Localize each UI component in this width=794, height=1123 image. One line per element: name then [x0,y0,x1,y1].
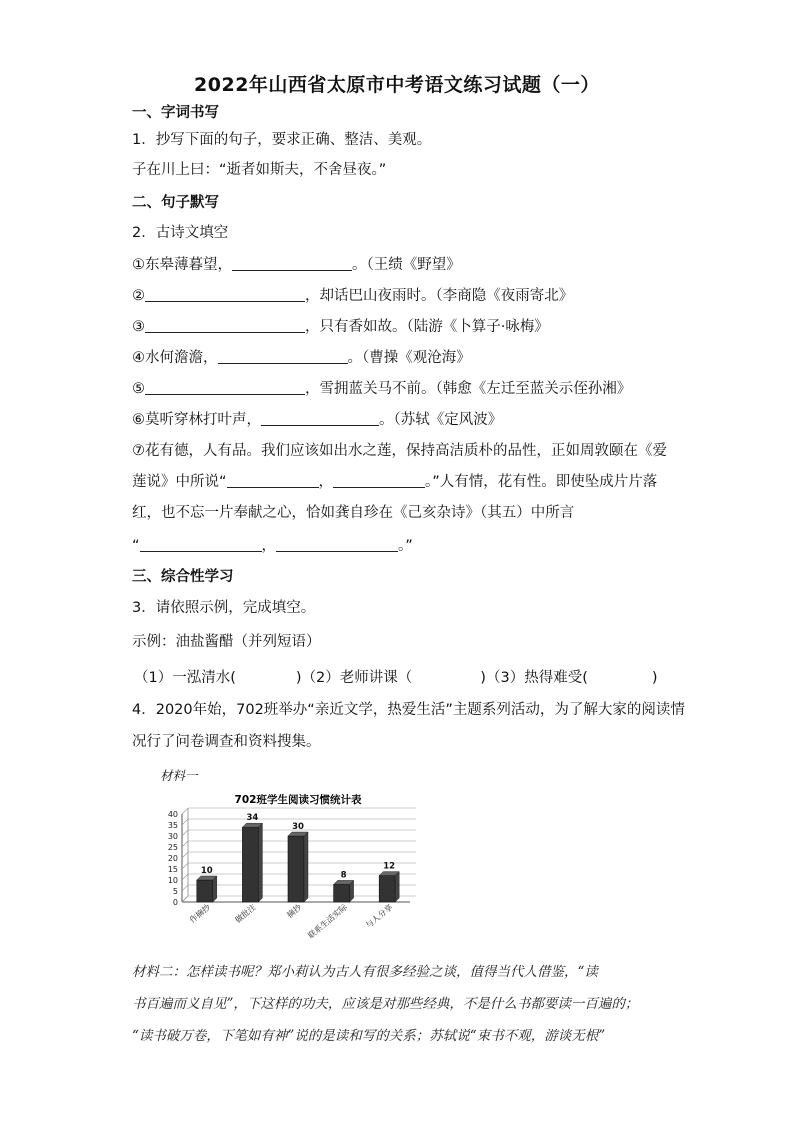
poem-item-2 [132,286,573,306]
section-3-heading: 三、综合性学习 [132,569,234,585]
gridline-side [182,830,188,836]
poem-item-7-l2-pre: 莲说》中所说“ [132,474,227,490]
chart-y-ticks [168,810,178,907]
gridline-side [182,808,188,814]
y-tick-label: 10 [167,876,178,885]
chart-x-labels [187,901,394,940]
poem-item-7-line-1: ⑦花有德，人有品。我们应该如出水之莲，保持高洁质朴的品性，正如周敦颐在《爱 [132,443,667,459]
example-line: 示例：油盐酱醋（并列短语） [132,634,321,650]
phrase-3: （3）热得难受( [485,670,588,686]
phrase-2: （2）老师讲课（ [301,670,413,686]
gridline-side [182,852,188,858]
poem-item-1-post: 。（王绩《野望》 [352,257,461,273]
bar [288,836,304,902]
poem-item-2-pre: ② [132,288,145,304]
poem-item-7-line-2 [132,472,657,492]
y-tick-label: 25 [167,843,178,852]
page-title: 2022年山西省太原市中考语文练习试题（一） [194,74,600,96]
gridline-side [182,841,188,847]
chart-bars [197,813,399,902]
answer-blank[interactable] [276,537,398,552]
gridline-side [182,819,188,825]
question-1: 1．抄写下面的句子，要求正确、整洁、美观。 [132,132,432,148]
question-4-line-2: 况行了问卷调查和资料搜集。 [132,734,321,750]
phrase-1-close: ) [295,670,302,686]
gridline-side [182,896,188,902]
poem-item-5-post: ，雪拥蓝关马不前。（韩愈《左迁至蓝关示侄孙湘》 [305,381,632,397]
question-2: 2．古诗文填空 [132,225,229,241]
question-3: 3．请依照示例，完成填空。 [132,600,316,616]
chart-svg [158,770,438,950]
phrase-3-close: ) [651,670,658,686]
gridline-side [182,885,188,891]
question-4-line-1: 4．2020年始，702班举办“亲近文学，热爱生活”主题系列活动，为了解大家的阅读情 [132,702,685,718]
x-category-label: 做批注 [233,902,258,925]
poem-item-2-post: ，却话巴山夜雨时。（李商隐《夜雨寄北》 [305,288,574,304]
poem-item-6-pre: ⑥莫听穿林打叶声， [132,412,261,428]
poem-item-4-pre: ④水何澹澹， [132,350,218,366]
y-tick-label: 0 [172,898,178,907]
phrase-questions [134,668,658,688]
section-2-heading: 二、句子默写 [132,195,219,211]
y-tick-label: 35 [167,821,178,830]
poem-item-6 [132,410,502,430]
bar-side [350,880,354,902]
poem-item-4-post: 。（曹操《观沧海》 [347,350,471,366]
material-2-line-1: 材料二：怎样读书呢？郑小莉认为古人有很多经验之谈，值得当代人借鉴，“读 [132,964,598,980]
bar [334,884,350,902]
bar [379,876,395,902]
bar-value-label: 34 [246,813,259,824]
y-tick-label: 15 [167,865,178,874]
copy-sentence: 子在川上曰：“逝者如斯夫，不舍昼夜。” [132,162,387,178]
poem-item-7-l4-pre: “ [132,538,140,554]
bar-side [395,872,399,902]
answer-blank[interactable] [227,473,319,488]
answer-blank[interactable] [145,318,305,333]
poem-item-3-post: ，只有香如故。（陆游《卜算子·咏梅》 [305,319,549,335]
y-tick-label: 30 [167,832,178,841]
bar-side [304,832,308,902]
phrase-2-close: ) [480,670,486,686]
answer-blank[interactable] [145,380,305,395]
poem-item-5-pre: ⑤ [132,381,145,397]
answer-blank[interactable] [218,349,348,364]
poem-item-6-post: 。（苏轼《定风波》 [379,412,503,428]
y-tick-label: 20 [167,854,178,863]
poem-item-5 [132,379,631,399]
x-category-label: 作摘抄 [187,902,213,925]
material-2-line-3: “读书破万卷，下笔如有神”说的是读和写的关系；苏轼说“束书不观，游谈无根” [132,1028,606,1044]
poem-item-3-pre: ③ [132,319,145,335]
poem-item-7-line-4 [132,536,413,556]
gridline-side [182,863,188,869]
poem-item-7-l2-post: 。”人有情，花有性。即使坠成片片落 [425,474,658,490]
y-tick-label: 40 [167,810,178,819]
bar-value-label: 8 [340,870,347,881]
poem-item-7-line-3: 红，也不忘一片奉献之心，恰如龚自珍在《己亥杂诗》（其五）中所言 [132,505,575,521]
answer-blank[interactable] [261,411,379,426]
poem-item-7-l4-mid: ， [261,538,277,554]
answer-blank[interactable] [232,256,352,271]
gridline-side [182,874,188,880]
poem-item-1 [132,255,461,275]
x-category-label: 摘抄 [285,902,304,920]
poem-item-4 [132,348,471,368]
bar-value-label: 10 [200,866,213,876]
poem-item-7-l2-mid: ， [318,474,334,490]
material-2-line-2: 书百遍而义自见”，下这样的功夫，应该是对那些经典，不是什么书都要读一百遍的； [132,996,639,1012]
y-tick-label: 5 [172,887,178,896]
bar-side [213,876,217,902]
x-category-label: 与人分享 [364,902,395,931]
answer-blank[interactable] [145,287,305,302]
material-1-label: 材料一 [160,768,198,783]
x-category-label: 联系生活实际 [306,902,349,941]
bar-side [258,823,262,902]
bar [197,880,213,902]
chart-title: 702班学生阅读习惯统计表 [234,794,362,806]
phrase-1: （1）一泓清水( [134,670,236,686]
section-1-heading: 一、字词书写 [132,105,219,121]
bar [242,827,258,902]
answer-blank[interactable] [333,473,425,488]
bar-value-label: 30 [292,822,304,832]
poem-item-1-pre: ①东皋薄暮望， [132,257,232,273]
poem-item-3 [132,317,549,337]
reading-habits-chart [158,770,438,950]
poem-item-7-l4-post: 。” [398,538,413,554]
bar-value-label: 12 [383,861,396,872]
answer-blank[interactable] [140,537,262,552]
